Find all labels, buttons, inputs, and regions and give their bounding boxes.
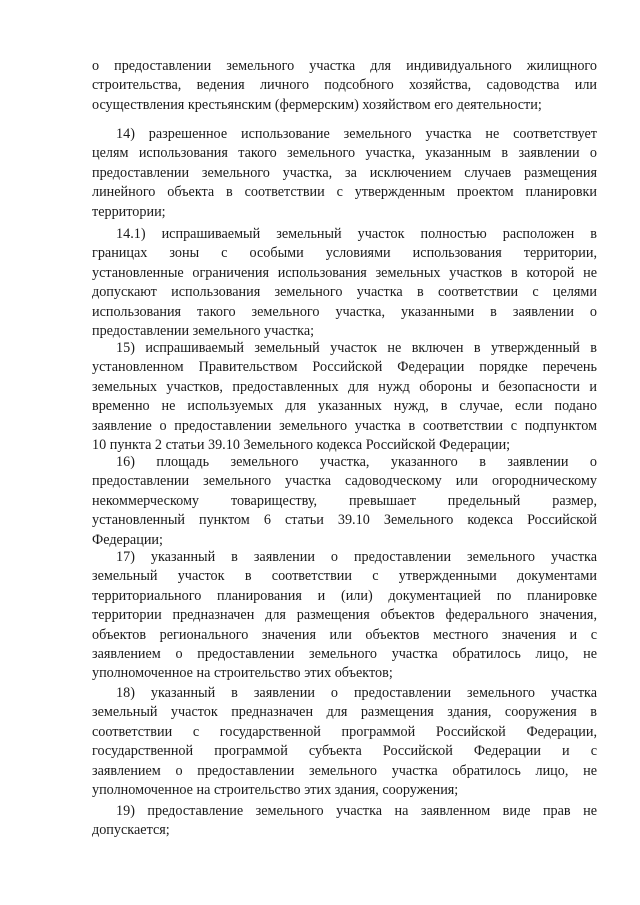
- text-line: земельных участков, предоставленных для нужд обороны и безопасности и: [92, 378, 597, 395]
- text-line: земельный участок предназначен для размещения здания, сооружения в: [92, 704, 597, 721]
- text-line: 16) площадь земельного участка, указанного в заявлении о: [116, 454, 597, 470]
- text-line: уполномоченное на строительство этих здания, сооружения;: [92, 782, 459, 799]
- text-line: допускают использования земельного участка в соответствии с целями: [92, 284, 597, 301]
- text-line: 14.1) испрашиваемый земельный участок полностью расположен в: [116, 226, 597, 242]
- text-line: 15) испрашиваемый земельный участок не включен в утвержденный в: [116, 340, 597, 356]
- text-line: о предоставлении земельного участка для индивидуального жилищного: [92, 58, 597, 74]
- text-line: Федерации;: [92, 531, 163, 548]
- paragraph-item-14-1: [92, 225, 597, 341]
- text-line: линейного объекта в соответствии с утвержденным проектом планировки: [92, 184, 597, 201]
- text-line: установленные ограничения использования земельных участков в которой не: [92, 264, 597, 281]
- text-line: 19) предоставление земельного участка на заявленном виде прав не: [116, 803, 597, 819]
- text-line: 14) разрешенное использование земельного участка не соответствует: [116, 126, 597, 142]
- text-line: предоставлении земельного участка;: [92, 323, 315, 340]
- text-line: допускается;: [92, 822, 170, 839]
- text-line: строительства, ведения личного подсобного хозяйства, садоводства или: [92, 77, 597, 94]
- text-line: установленном Правительством Российской Федерации порядке перечень: [92, 359, 597, 376]
- text-line: 18) указанный в заявлении о предоставлении земельного участка: [116, 685, 597, 701]
- paragraph-item-15: [92, 339, 597, 455]
- text-line: некоммерческому товариществу, превышает предельный размер,: [92, 492, 597, 509]
- text-line: заявлением о предоставлении земельного участка обратилось лицо, не: [92, 762, 597, 779]
- text-line: заявление о предоставлении земельного участка в соответствии с подпунктом: [92, 417, 597, 434]
- paragraph-item-17: [92, 548, 597, 684]
- text-line: территориального планирования и (или) документацией по планировке: [92, 587, 597, 604]
- paragraph-continuation: [92, 57, 597, 115]
- text-line: территории;: [92, 203, 166, 220]
- paragraph-item-16: [92, 453, 597, 550]
- paragraph-item-19: [92, 802, 597, 841]
- text-line: временно не используемых для указанных нужд, в случае, если подано: [92, 398, 597, 415]
- text-line: предоставлении земельного участка садоводческому или огородническому: [92, 473, 597, 490]
- paragraph-item-14: [92, 125, 597, 222]
- text-line: использования такого земельного участка, указанными в заявлении о: [92, 303, 597, 320]
- text-line: целям использования такого земельного участка, указанным в заявлении о: [92, 145, 597, 162]
- text-line: предоставлении земельного участка, за исключением случаев размещения: [92, 164, 597, 181]
- text-line: границах зоны с особыми условиями использования территории,: [92, 245, 597, 262]
- text-line: объектов регионального значения или объектов местного значения и с: [92, 626, 597, 643]
- text-line: земельный участок в соответствии с утвержденными документами: [92, 568, 597, 585]
- text-line: 17) указанный в заявлении о предоставлении земельного участка: [116, 549, 597, 565]
- text-line: 10 пункта 2 статьи 39.10 Земельного кодекса Российской Федерации;: [92, 437, 511, 454]
- text-line: осуществления крестьянским (фермерским) хозяйством его деятельности;: [92, 96, 542, 113]
- paragraph-item-18: [92, 684, 597, 800]
- text-line: уполномоченное на строительство этих объектов;: [92, 665, 393, 682]
- text-line: установленный пунктом 6 статьи 39.10 Земельного кодекса Российской: [92, 512, 597, 529]
- text-line: государственной программой субъекта Российской Федерации и с: [92, 743, 597, 760]
- text-line: заявлением о предоставлении земельного участка обратилось лицо, не: [92, 646, 597, 663]
- text-line: соответствии с государственной программой Российской Федерации,: [92, 723, 597, 740]
- text-line: территории предназначен для размещения объектов федерального значения,: [92, 607, 597, 624]
